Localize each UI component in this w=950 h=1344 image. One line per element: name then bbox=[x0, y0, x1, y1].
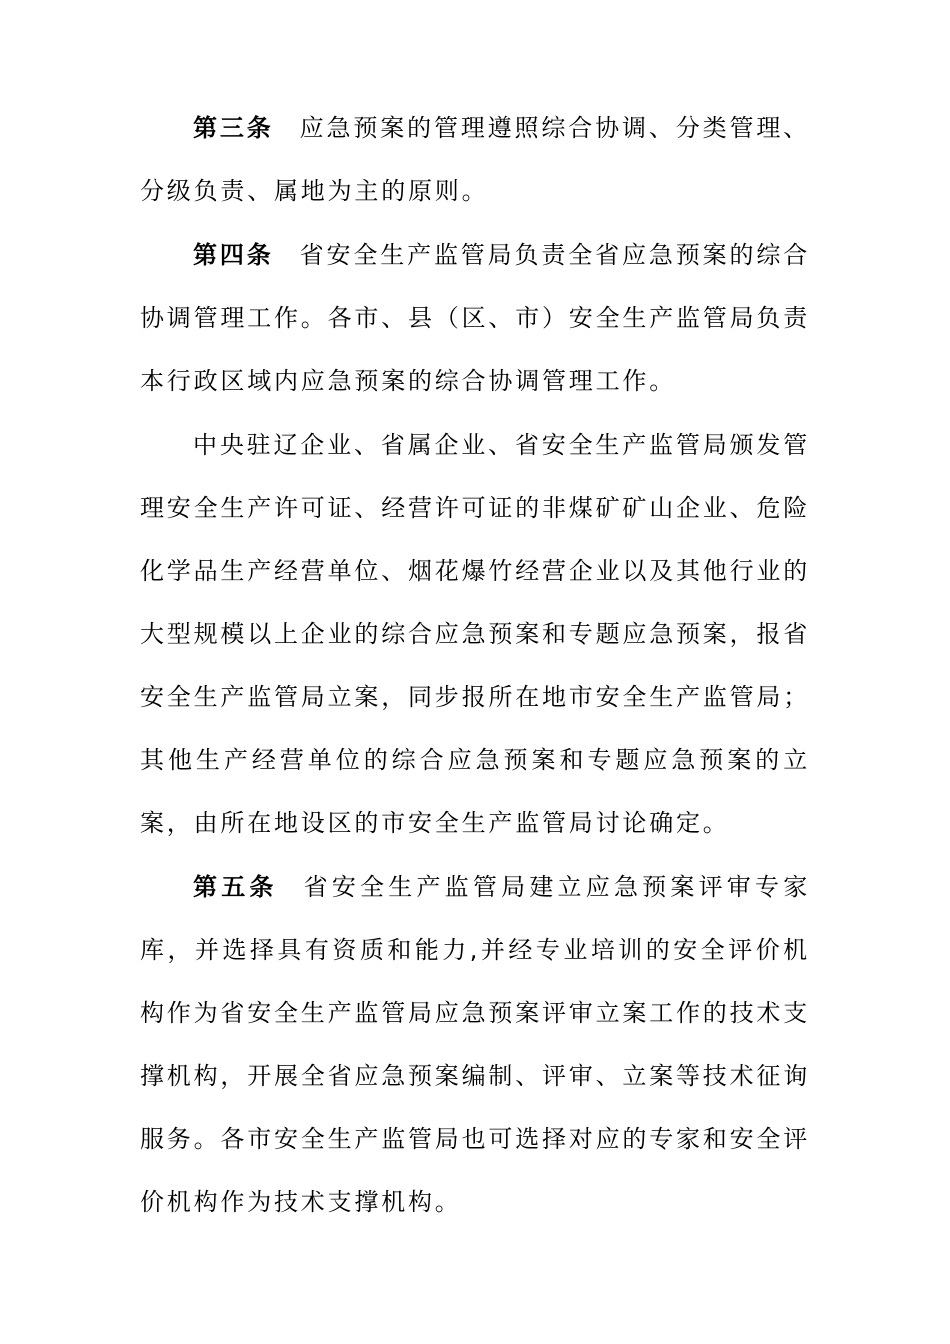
article-5-paragraph bbox=[140, 856, 810, 1234]
paragraph-text: 省安全生产监管局负责全省应急预案的综合协调管理工作。各市、县（区、市）安全生产监管局负责本行政区域内应急预案的综合协调管理工作。 bbox=[140, 241, 810, 395]
enterprise-filing-paragraph bbox=[140, 414, 810, 855]
article-number: 第五条 bbox=[193, 873, 278, 901]
paragraph-text: 中央驻辽企业、省属企业、省安全生产监管局颁发管理安全生产许可证、经营许可证的非煤矿矿山企业、危险化学品生产经营单位、烟花爆竹经营企业以及其他行业的大型规模以上企业的综合应急预案和专题应急预案，报省安全生产监管局立案，同步报所在地市安全生产监管局；其他生产经营单位的综合应急预案和专题应急预案的立案，由所在地设区的市安全生产监管局讨论确定。 bbox=[140, 431, 810, 837]
article-number: 第三条 bbox=[193, 114, 274, 142]
document-body bbox=[140, 97, 810, 1235]
article-4-paragraph bbox=[140, 224, 810, 413]
paragraph-text: 应急预案的管理遵照综合协调、分类管理、分级负责、属地为主的原则。 bbox=[140, 114, 810, 205]
article-number: 第四条 bbox=[193, 241, 274, 269]
article-3-paragraph bbox=[140, 97, 810, 223]
paragraph-text: 省安全生产监管局建立应急预案评审专家库，并选择具有资质和能力,并经专业培训的安全评价机构作为省安全生产监管局应急预案评审立案工作的技术支撑机构，开展全省应急预案编制、评审、立案等技术征询服务。各市安全生产监管局也可选择对应的专家和安全评价机构作为技术支撑机构。 bbox=[140, 873, 810, 1216]
